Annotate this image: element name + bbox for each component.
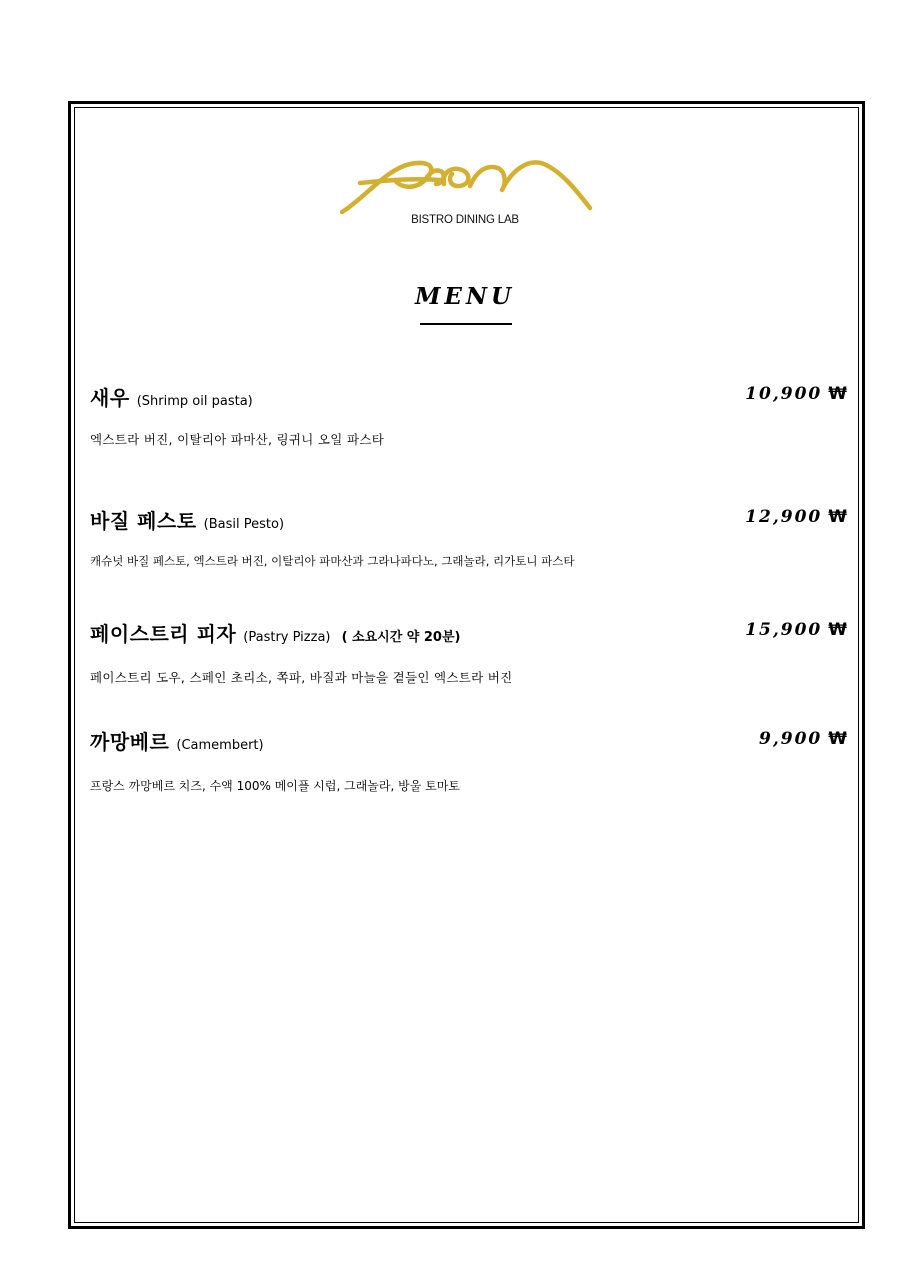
menu-border-frame	[68, 101, 865, 1229]
item-name-english: (Basil Pesto)	[203, 517, 285, 532]
item-name-english: (Shrimp oil pasta)	[136, 394, 253, 409]
item-price-value: 12,900	[745, 507, 823, 527]
menu-title: MENU	[414, 283, 516, 310]
item-description: 엑스트라 버진, 이탈리아 파마산, 링귀니 오일 파스타	[90, 432, 385, 447]
menu-item-name	[90, 382, 253, 411]
item-description: 캐슈넛 바질 페스토, 엑스트라 버진, 이탈리아 파마산과 그라나파다노, 그래놀라, 리가토니 파스타	[90, 554, 575, 568]
item-name-korean: 새우	[90, 386, 130, 410]
title-underline	[420, 323, 512, 325]
item-price	[745, 620, 847, 640]
won-symbol: ₩	[828, 384, 847, 404]
item-name-english: (Pastry Pizza)	[243, 630, 331, 645]
item-price	[745, 507, 847, 527]
won-symbol: ₩	[828, 507, 847, 527]
item-name-english: (Camembert)	[176, 738, 264, 753]
logo-subtitle: BISTRO DINING LAB	[411, 214, 519, 226]
menu-item-name	[90, 505, 284, 534]
item-price-value: 9,900	[759, 729, 823, 749]
aron-logo	[330, 150, 600, 220]
item-name-korean: 페이스트리 피자	[90, 622, 237, 646]
item-price-value: 15,900	[745, 620, 823, 640]
won-symbol: ₩	[828, 729, 847, 749]
menu-item-name	[90, 618, 460, 647]
menu-item-name	[90, 726, 264, 755]
item-note: ( 소요시간 약 20분)	[341, 630, 461, 645]
item-price	[745, 384, 847, 404]
item-price-value: 10,900	[745, 384, 823, 404]
won-symbol: ₩	[828, 620, 847, 640]
item-price	[759, 729, 847, 749]
item-name-korean: 바질 페스토	[90, 509, 197, 533]
item-description: 프랑스 까망베르 치즈, 수액 100% 메이플 시럽, 그래놀라, 방울 토마토	[90, 779, 460, 793]
item-name-korean: 까망베르	[90, 730, 170, 754]
item-description: 페이스트리 도우, 스페인 초리소, 쪽파, 바질과 마늘을 곁들인 엑스트라 버진	[90, 670, 513, 685]
